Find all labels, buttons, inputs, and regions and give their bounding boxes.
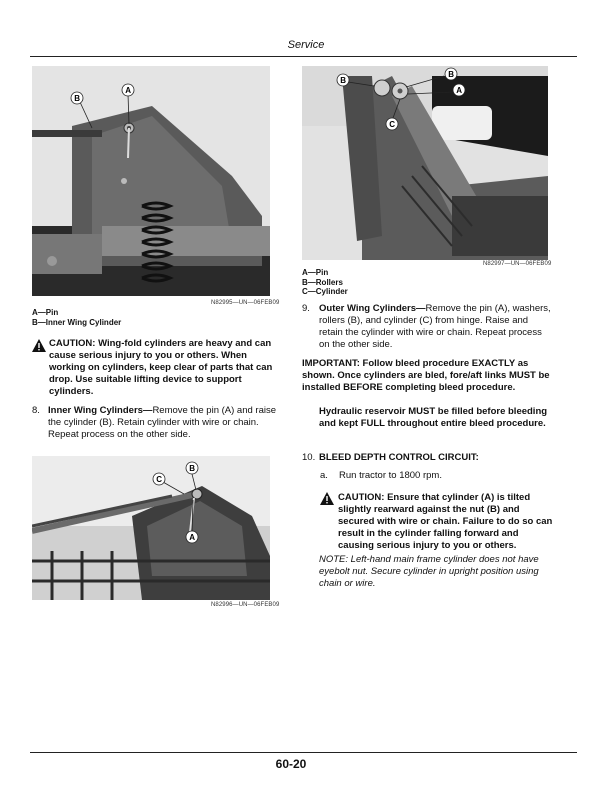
important-notice-reservoir: Hydraulic reservoir MUST be filled before bleeding and kept FULL throughout entire bleed procedure.	[319, 406, 548, 429]
step-title: Inner Wing Cylinders—	[48, 405, 153, 416]
figure-legend	[302, 268, 348, 297]
section-header: Service	[287, 39, 325, 51]
step-text: Remove the pin (A) and raise the cylinder (B). Retain cylinder with wire or chain. Repeat process on the other side.	[48, 405, 276, 440]
svg-text:B: B	[448, 70, 455, 79]
header-rule	[30, 56, 577, 57]
footer-rule	[30, 752, 577, 753]
figure-id: N82997—UN—06FEB09	[483, 261, 552, 267]
svg-text:C: C	[156, 475, 163, 484]
svg-text:C: C	[389, 120, 396, 129]
important-notice: IMPORTANT: Follow bleed procedure EXACTLY as shown. Once cylinders are bled, fore/aft links MUST be installed BEFORE completing bleed procedure.	[302, 358, 550, 393]
page-number: 60-20	[275, 757, 307, 771]
figure-id: N82996—UN—06FEB09	[211, 602, 280, 608]
step-9	[319, 303, 551, 351]
figure-outer-wing-cylinder	[302, 66, 548, 260]
step-number: 10.	[302, 452, 316, 463]
svg-text:B: B	[74, 94, 81, 103]
legend-item: B—Rollers	[302, 277, 343, 287]
step-text: Remove the pin (A), washers, rollers (B), and cylinder (C) from hinge. Raise and retain the cylinder with wire or chain. Repeat process on the other side.	[319, 303, 551, 350]
step-title: Outer Wing Cylinders—	[319, 303, 426, 314]
figure-id: N82995—UN—06FEB09	[211, 300, 280, 306]
caution-text: CAUTION: Wing-fold cylinders are heavy and can cause serious injury to you or others. When working on cylinders, keep clear of parts that can drop. Use suitable lifting device to support cylinders.	[49, 338, 273, 397]
svg-text:A: A	[189, 533, 196, 542]
legend-item: C—Cylinder	[302, 287, 348, 296]
step-number: 9.	[302, 303, 310, 314]
svg-text:B: B	[189, 464, 196, 473]
legend-item: A—Pin	[302, 268, 329, 277]
caution-icon	[32, 339, 46, 357]
caution-text: CAUTION: Ensure that cylinder (A) is tilted slightly rearward against the nut (B) and secured with wire or chain. Failure to do so can result in the cylinder falling forward and causing serious injury to you or others.	[338, 492, 553, 551]
note-text: NOTE: Left-hand main frame cylinder does not have eyebolt nut. Secure cylinder in upright position using chain or wire.	[319, 554, 539, 589]
svg-text:A: A	[125, 86, 132, 95]
caution-icon	[320, 492, 334, 510]
legend-item: A—Pin	[32, 308, 59, 317]
figure-inner-wing-raised	[32, 456, 270, 600]
figure-inner-wing-cylinder	[32, 66, 270, 296]
step-title: BLEED DEPTH CONTROL CIRCUIT:	[319, 452, 479, 463]
step-number: 8.	[32, 405, 40, 416]
svg-text:B: B	[340, 76, 347, 85]
step-8	[48, 405, 278, 441]
substep-letter: a.	[320, 470, 328, 481]
figure-legend	[32, 308, 121, 327]
substep-text: Run tractor to 1800 rpm.	[339, 470, 442, 481]
svg-text:A: A	[456, 86, 463, 95]
legend-item: B—Inner Wing Cylinder	[32, 317, 122, 327]
